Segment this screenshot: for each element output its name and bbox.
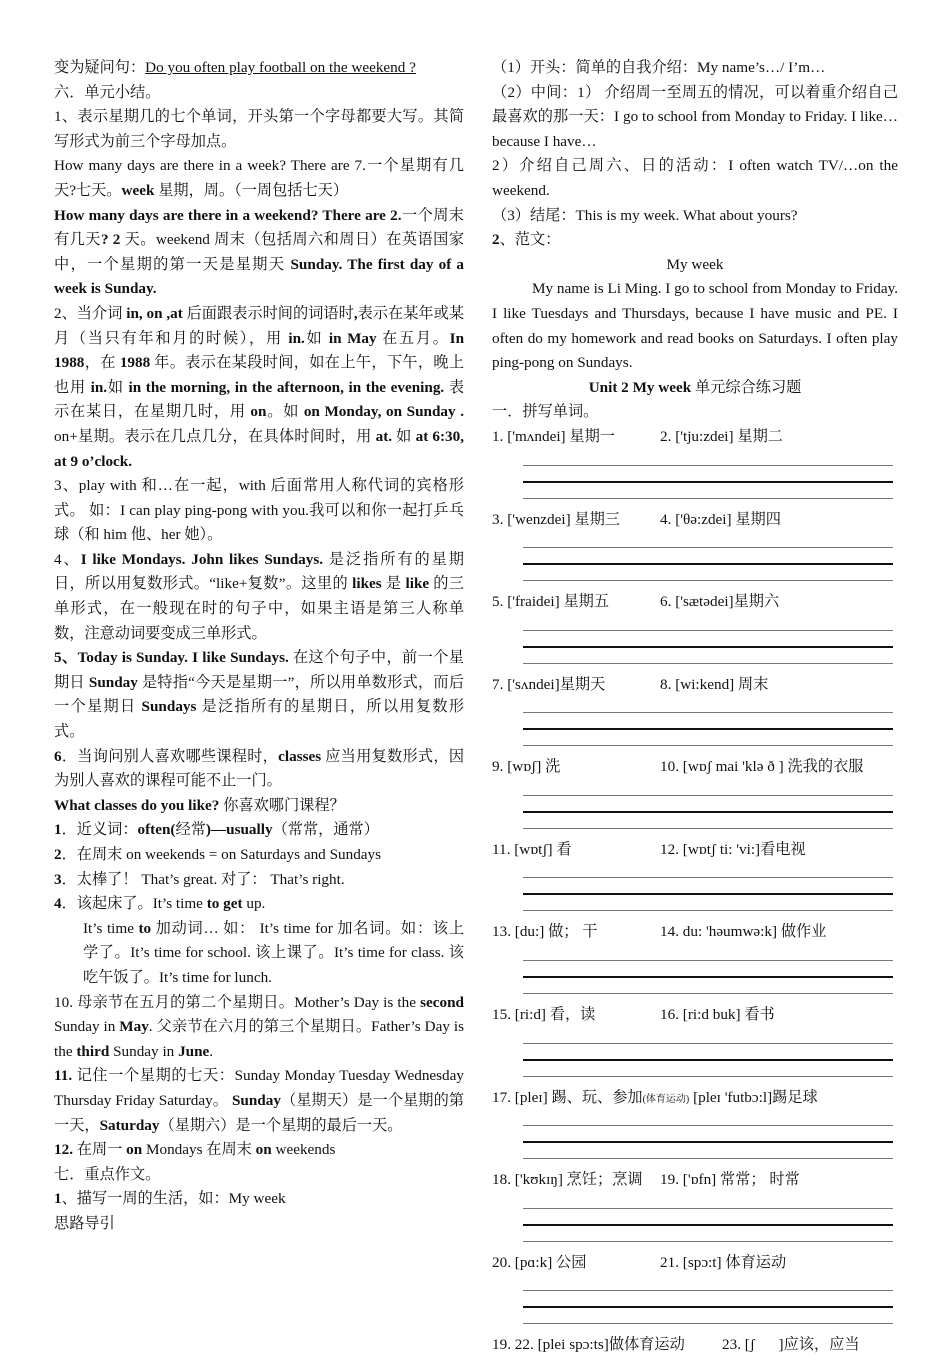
guide-ending: （3）结尾：This is my week. What about yours? xyxy=(492,206,798,224)
spelling-prompt: 13. [du:] 做； 干 xyxy=(492,923,598,941)
writing-lines[interactable] xyxy=(523,953,898,1003)
guide-middle: （2）中间：1） 介绍周一至周五的情况，可以着重介绍自己最喜欢的那一天：I go to school from Monday to Friday. I like…because I have… xyxy=(492,83,898,150)
sample-essay-label: 2、范文： xyxy=(492,231,561,249)
writing-lines[interactable] xyxy=(523,705,898,755)
right-column xyxy=(492,56,898,1358)
spelling-prompt: [pleɪ 'futbɔ:l]踢足球 xyxy=(689,1088,818,1106)
spelling-item-row xyxy=(492,755,898,838)
spelling-prompt: 12. [wɒtʃ ti: 'vi:]看电视 xyxy=(660,840,806,858)
spelling-item-row xyxy=(492,1086,898,1169)
spelling-item-row xyxy=(492,838,898,921)
spelling-prompt: 4. ['θə:zdei] 星期四 xyxy=(660,510,781,528)
spelling-prompt: 21. [spɔ:t] 体育运动 xyxy=(660,1253,787,1271)
question-conversion-line xyxy=(54,56,464,81)
spelling-prompt: 10. [wɒʃ mai 'klə ð ] 洗我的衣服 xyxy=(660,758,864,776)
note-4-its-time-detail: It’s time to 加动词… 如： It’s time for 加名词。如：该上学了。It’s time for school. 该上课了。It’s time for class. 该吃午饭了。It’s time for lunch. xyxy=(83,919,465,986)
spelling-prompt: 9. [wɒʃ] 洗 xyxy=(492,758,561,776)
question-conversion-example: Do you often play football on the weekend ? xyxy=(145,59,416,76)
spelling-item-row xyxy=(492,590,898,673)
writing-guide-title: 思路导引 xyxy=(54,1214,115,1232)
writing-lines[interactable] xyxy=(523,1201,898,1251)
spelling-prompt: 11. [wɒtʃ] 看 xyxy=(492,840,572,858)
summary-point-4-plural-days: 4、I like Mondays. John likes Sundays. 是泛指所有的星期日，所以用复数形式。“like+复数”。这里的 likes 是 like 的三单形式，在一般现在时的句子中，如果主语是第三人称单数，注意动词要变成三单形式。 xyxy=(54,550,464,642)
spelling-prompt: 15. [ri:d] 看，读 xyxy=(492,1006,596,1024)
spelling-prompt: 16. [ri:d buk] 看书 xyxy=(660,1006,775,1024)
spelling-item-row xyxy=(492,673,898,756)
note-10-holidays: 10. 母亲节在五月的第二个星期日。Mother’s Day is the second Sunday in May. 父亲节在六月的第三个星期日。Father’s Day is the third Sunday in June. xyxy=(54,993,464,1060)
note-11-seven-days: 11. 记住一个星期的七天：Sunday Monday Tuesday Wednesday Thursday Friday Saturday。 Sunday（星期天）是一个星期的第一天，Saturday（星期六）是一个星期的最后一天。 xyxy=(54,1067,465,1134)
spelling-prompt: 14. du: 'həumwə:k] 做作业 xyxy=(660,923,827,941)
summary-weekend-days: How many days are there in a weekend? There are 2.一个周末有几天? 2 天。weekend 周末（包括周六和周日）在英语国家中，一个星期的第一天是星期天 Sunday. The first day of a week is Sunday. xyxy=(54,206,465,298)
note-12-on-mondays: 12. 在周一 on Mondays 在周末 on weekends xyxy=(54,1141,336,1159)
note-3-great: 3．太棒了！ That’s great. 对了： That’s right. xyxy=(54,870,345,888)
unit-exercise-title: Unit 2 My week 单元综合练习题 xyxy=(588,378,802,396)
writing-lines[interactable] xyxy=(523,1118,898,1168)
essay-body: My name is Li Ming. I go to school from Monday to Friday. I like Tuesdays and Thursdays, because I have music and PE. I often do my homework and read books on Saturdays. I often play ping-pong on Sundays. xyxy=(492,280,899,372)
summary-point-3-play-with: 3、play with 和…在一起，with 后面常用人称代词的宾格形式。 如：I can play ping-pong with you.我可以和你一起打乒乓球（和 him 他、her 她）。 xyxy=(54,477,464,544)
guide-weekend: 2）介绍自己周六、日的活动：I often watch TV/…on the weekend. xyxy=(492,157,898,199)
spelling-exercise-title: 一．拼写单词。 xyxy=(492,403,599,421)
question-conversion-label: 变为疑问句： xyxy=(54,59,146,76)
spelling-prompt: 3. ['wenzdei] 星期三 xyxy=(492,510,620,528)
writing-lines[interactable] xyxy=(523,540,898,590)
left-column xyxy=(54,56,464,1237)
note-2-weekends: 2．在周末 on weekends = on Saturdays and Sundays xyxy=(54,846,382,863)
note-1-synonyms: 1．近义词：often(经常)—usually（常常，通常） xyxy=(54,821,379,839)
summary-point-6-classes: 6．当询问别人喜欢哪些课程时，classes 应当用复数形式，因为别人喜欢的课程可能不止一门。 xyxy=(54,747,465,790)
spelling-exercise-list xyxy=(492,425,898,1358)
spelling-item-row xyxy=(492,1168,898,1251)
writing-lines[interactable] xyxy=(523,870,898,920)
writing-task-1: 1、描写一周的生活，如：My week xyxy=(54,1190,286,1208)
spelling-prompt: 20. [pɑ:k] 公园 xyxy=(492,1253,587,1271)
spelling-item-row xyxy=(492,1251,898,1334)
spelling-prompt: 17. [pleɪ] 踢、玩、参加 xyxy=(492,1088,643,1106)
spelling-item-row xyxy=(492,920,898,1003)
summary-point-2-prepositions: 2、当介词 in, on ,at 后面跟表示时间的词语时,表示在某年或某月（当只有年和月的时候），用 in.如 in May 在五月。In 1988，在 1988 年。表示在某段时间，如在上午，下午，晚上也用 in.如 in the morning, in the afternoon, in the evening. 表示在某日，在星期几时，用 on。如 on Monday, on Sunday . on+星期。表示在几点几分，在具体时间时，用 at. 如 at 6:30, at 9 o’clock. xyxy=(54,304,465,470)
spelling-prompt: 1. ['mʌndei] 星期一 xyxy=(492,427,615,445)
spelling-prompt: 8. [wi:kend] 周末 xyxy=(660,675,769,693)
spelling-prompt: 18. ['kʊkɪŋ] 烹饪；烹调 xyxy=(492,1171,643,1189)
writing-lines[interactable] xyxy=(523,788,898,838)
spelling-prompt: 19. 22. [plei spɔ:ts]做体育运动 xyxy=(492,1336,685,1354)
writing-lines[interactable] xyxy=(523,1036,898,1086)
spelling-prompt-note: (体育运动) xyxy=(642,1093,690,1105)
spelling-prompt: 2. ['tju:zdei] 星期二 xyxy=(660,427,783,445)
guide-opening: （1）开头：简单的自我介绍：My name’s…/ I’m… xyxy=(492,59,826,76)
summary-point-1: 1、表示星期几的七个单词，开头第一个字母都要大写。其简写形式为前三个字母加点。 xyxy=(54,108,464,150)
classes-question: What classes do you like? 你喜欢哪门课程？ xyxy=(54,796,345,814)
summary-week-days: How many days are there in a week? There are 7.一个星期有几天?七天。week 星期，周。（一周包括七天） xyxy=(54,157,464,199)
spelling-prompt: 7. ['sʌndei]星期天 xyxy=(492,675,606,693)
spelling-item-row xyxy=(492,1333,898,1358)
spelling-prompt: 19. ['ɒfn] 常常； 时常 xyxy=(660,1171,800,1189)
section-six-title: 六．单元小结。 xyxy=(54,83,161,101)
writing-lines[interactable] xyxy=(523,623,898,673)
spelling-item-row xyxy=(492,1003,898,1086)
spelling-prompt: 6. ['sætədei]星期六 xyxy=(660,593,780,611)
summary-point-5-sunday: 5、Today is Sunday. I like Sundays. 在这个句子中，前一个星期日 Sunday 是特指“今天是星期一”，所以用单数形式，而后一个星期日 Sundays 是泛指所有的星期日，所以用复数形式。 xyxy=(54,649,465,741)
writing-lines[interactable] xyxy=(523,1283,898,1333)
spelling-item-row xyxy=(492,425,898,508)
spelling-item-row xyxy=(492,508,898,591)
section-seven-title: 七．重点作文。 xyxy=(54,1165,161,1183)
essay-title: My week xyxy=(666,255,724,273)
spelling-prompt: 23. [ʃ⃞⃞]应该，应当 xyxy=(722,1336,860,1354)
note-4-its-time: 4．该起床了。It’s time to get up. xyxy=(54,895,266,913)
writing-lines[interactable] xyxy=(523,458,898,508)
spelling-prompt: 5. ['fraidei] 星期五 xyxy=(492,593,610,611)
